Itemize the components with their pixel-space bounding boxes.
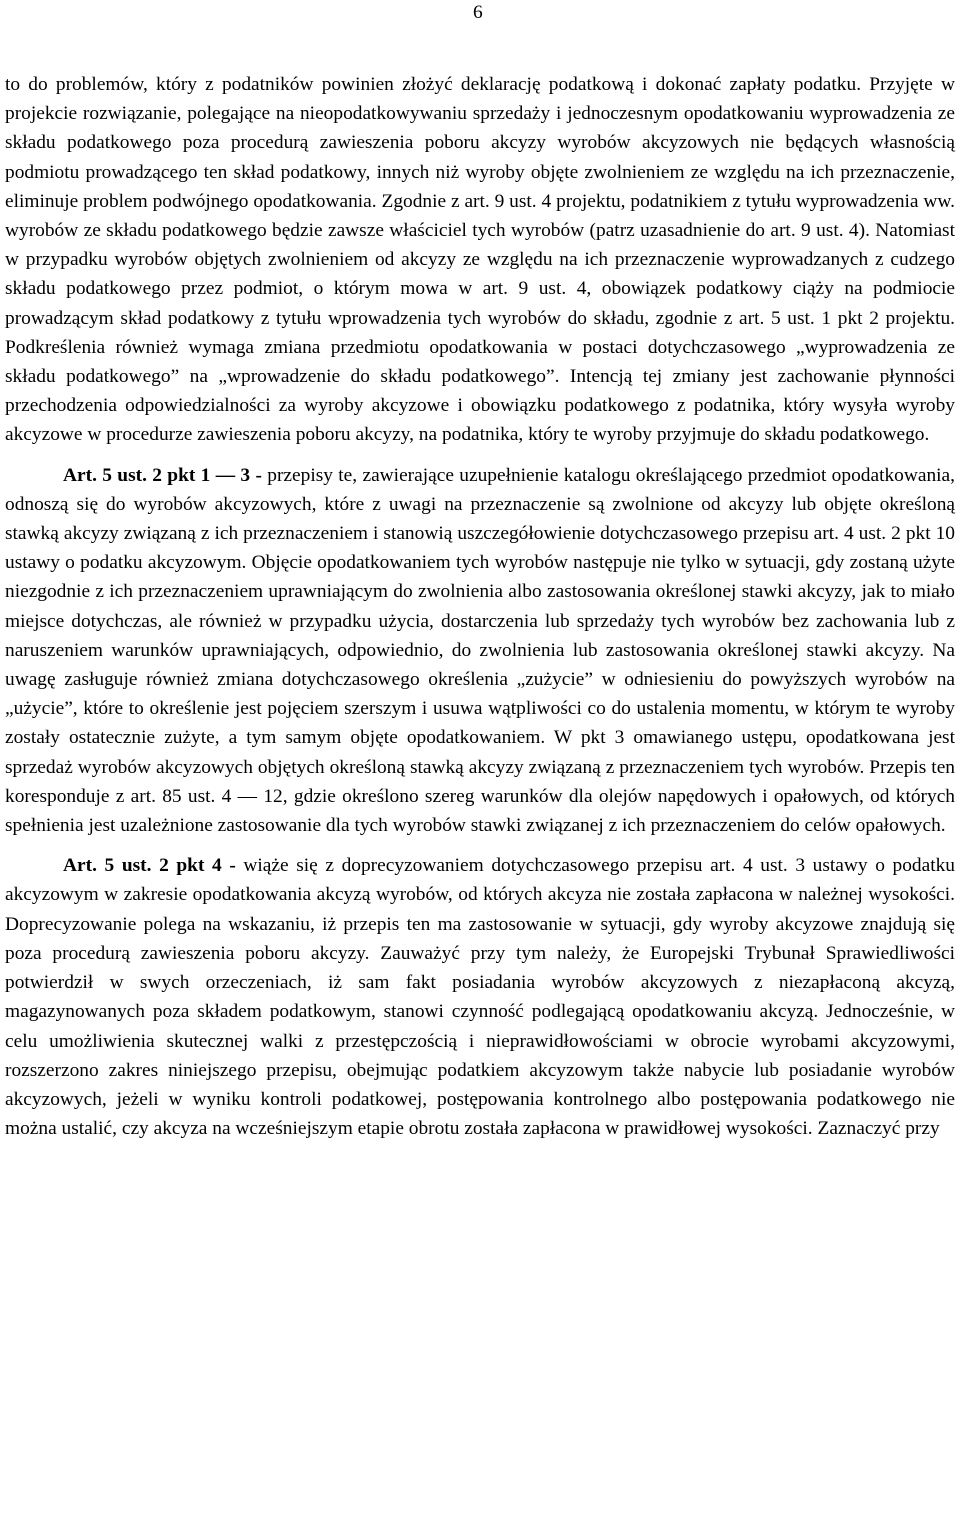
paragraph-3 <box>5 851 955 1143</box>
paragraph-3-text: wiąże się z doprecyzowaniem dotychczasowego przepisu art. 4 ust. 3 ustawy o podatku akcyzowym w zakresie opodatkowania akcyzą wyrobów, od których akcyza nie została zapłacona w należnej wysokości. Doprecyzowanie polega na wskazaniu, iż przepis ten ma zastosowanie w sytuacji, gdy wyroby akcyzowe znajdują się poza procedurą zawieszenia poboru akcyzy. Zauważyć przy tym należy, że Europejski Trybunał Sprawiedliwości potwierdził w swych orzeczeniach, iż sam fakt posiadania wyrobów akcyzowych z niezapłaconą akcyzą, magazynowanych poza składem podatkowym, stanowi czynność podlegającą opodatkowaniu akcyzą. Jednocześnie, w celu umożliwienia skutecznej walki z przestępczością i nieprawidłowościami w obrocie wyrobami akcyzowymi, rozszerzono zakres niniejszego przepisu, obejmując podatkiem akcyzowym także nabycie lub posiadanie wyrobów akcyzowych, jeżeli w wyniku kontroli podatkowej, postępowania kontrolnego albo postępowania podatkowego nie można ustalić, czy akcyza na wcześniejszym etapie obrotu została zapłacona w prawidłowej wysokości. Zaznaczyć przy <box>5 855 955 1140</box>
paragraph-1: to do problemów, który z podatników powinien złożyć deklarację podatkową i dokonać zapłaty podatku. Przyjęte w projekcie rozwiązanie, polegające na nieopodatkowywaniu sprzedaży i jednoczesnym opodatkowaniu wyprowadzenia ze składu podatkowego poza procedurą zawieszenia poboru akcyzy wyrobów akcyzowych nie będących własnością podmiotu prowadzącego ten skład podatkowy, innych niż wyroby objęte zwolnieniem ze względu na ich przeznaczenie, eliminuje problem podwójnego opodatkowania. Zgodnie z art. 9 ust. 4 projektu, podatnikiem z tytułu wyprowadzenia ww. wyrobów ze składu podatkowego będzie zawsze właściciel tych wyrobów (patrz uzasadnienie do art. 9 ust. 4). Natomiast w przypadku wyrobów objętych zwolnieniem od akcyzy ze względu na ich przeznaczenie wyprowadzanych z cudzego składu podatkowego przez podmiot, o którym mowa w art. 9 ust. 4, obowiązek podatkowy ciąży na podmiocie prowadzącym skład podatkowy z tytułu wprowadzenia tych wyrobów do składu, zgodnie z art. 5 ust. 1 pkt 2 projektu. Podkreślenia również wymaga zmiana przedmiotu opodatkowania w postaci dotychczasowego „wyprowadzenia ze składu podatkowego” na „wprowadzenie do składu podatkowego”. Intencją tej zmiany jest zachowanie płynności przechodzenia odpowiedzialności za wyroby akcyzowe i obowiązku podatkowego z podatnika, który wysyła wyroby akcyzowe w procedurze zawieszenia poboru akcyzy, na podatnika, który te wyroby przyjmuje do składu podatkowego. <box>5 74 955 446</box>
body-text <box>5 70 955 1143</box>
paragraph-2 <box>5 461 955 841</box>
paragraph-2-text-tail: gdzie określono szereg warunków dla olejów napędowych i opałowych, od których spełnienia jest uzależnione zastosowanie dla tych wyrobów stawki związanej z ich przeznaczeniem do celów opałowych. <box>5 785 955 837</box>
paragraph-2-lead: Art. 5 ust. 2 pkt 1 — 3 - <box>63 464 262 486</box>
paragraph-3-lead: Art. 5 ust. 2 pkt 4 - <box>63 855 236 877</box>
page-number: 6 <box>473 2 483 23</box>
paragraph-2-text: przepisy te, zawierające uzupełnienie katalogu określającego przedmiot opodatkowania, odnoszą się do wyrobów akcyzowych, które z uwagi na przeznaczenie są zwolnione od akcyzy lub objęte określoną stawką akcyzy związaną z ich przeznaczeniem i stanowią uszczegółowienie dotychczasowego przepisu art. 4 ust. 2 pkt 10 ustawy o podatku akcyzowym. Objęcie opodatkowaniem tych wyrobów następuje nie tylko w sytuacji, gdy zostaną użyte niezgodnie z ich przeznaczeniem uprawniającym do zwolnienia albo zastosowania określonej stawki akcyzy, jak to miało miejsce dotychczas, ale również w przypadku użycia, dostarczenia lub sprzedaży tych wyrobów bez zachowania lub z naruszeniem warunków uprawniających, odpowiednio, do zwolnienia lub zastosowania określonej stawki akcyzy. Na uwagę zasługuje również zmiana dotychczasowego określenia „zużycie” w odniesieniu do powyższych wyrobów na „użycie”, które to określenie jest pojęciem szerszym i usuwa wątpliwości co do ustalenia momentu, w którym te wyroby zostały ostatecznie zużyte, a tym samym objęte opodatkowaniem. W pkt 3 omawianego ustępu, opodatkowana jest sprzedaż wyrobów akcyzowych objętych określoną stawką akcyzy związaną z przeznaczeniem tych wyrobów. Przepis ten koresponduje z art. 85 ust. 4 — 12, <box>5 464 955 807</box>
